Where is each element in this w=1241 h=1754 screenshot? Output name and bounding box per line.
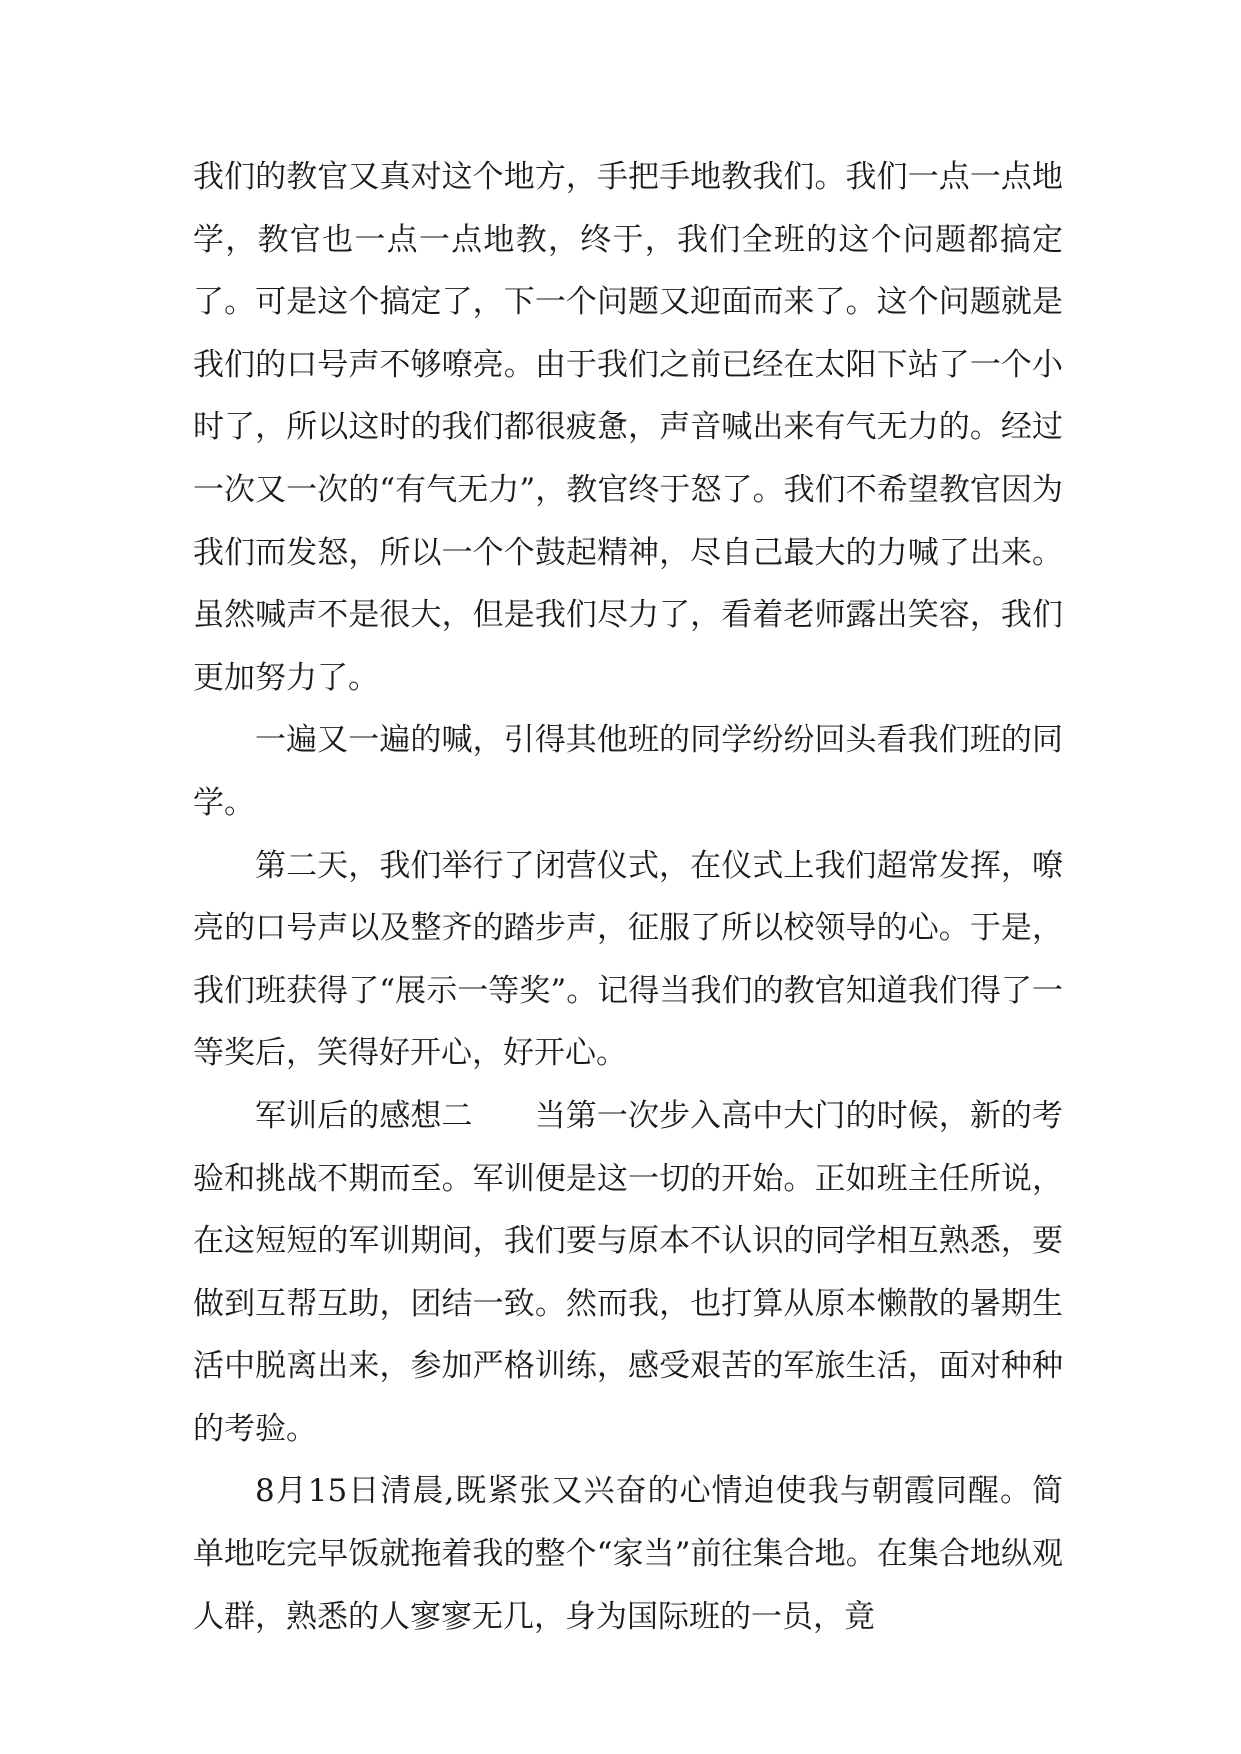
paragraph-2: 一遍又一遍的喊，引得其他班的同学纷纷回头看我们班的同学。 (193, 722, 1063, 821)
document-body (193, 146, 1063, 1648)
paragraph-3: 第二天，我们举行了闭营仪式，在仪式上我们超常发挥，嘹亮的口号声以及整齐的踏步声，征服了所以校领导的心。于是，我们班获得了“展示一等奖”。记得当我们的教官知道我们得了一等奖后，笑得好开心，好开心。 (193, 847, 1063, 1072)
paragraph-1: 我们的教官又真对这个地方，手把手地教我们。我们一点一点地学，教官也一点一点地教，终于，我们全班的这个问题都搞定了。可是这个搞定了，下一个问题又迎面而来了。这个问题就是我们的口号声不够嘹亮。由于我们之前已经在太阳下站了一个小时了，所以这时的我们都很疲惫，声音喊出来有气无力的。经过一次又一次的“有气无力”，教官终于怒了。我们不希望教官因为我们而发怒，所以一个个鼓起精神，尽自己最大的力喊了出来。虽然喊声不是很大，但是我们尽力了，看着老师露出笑容，我们更加努力了。 (193, 159, 1063, 696)
paragraph-4: 军训后的感想二 当第一次步入高中大门的时候，新的考验和挑战不期而至。军训便是这一切的开始。正如班主任所说，在这短短的军训期间，我们要与原本不认识的同学相互熟悉，要做到互帮互助，团结一致。然而我，也打算从原本懒散的暑期生活中脱离出来，参加严格训练，感受艰苦的军旅生活，面对种种的考验。 (193, 1097, 1063, 1447)
paragraph-5: 8月15日清晨,既紧张又兴奋的心情迫使我与朝霞同醒。简单地吃完早饭就拖着我的整个“家当”前往集合地。在集合地纵观人群，熟悉的人寥寥无几，身为国际班的一员，竟 (193, 1473, 1063, 1635)
